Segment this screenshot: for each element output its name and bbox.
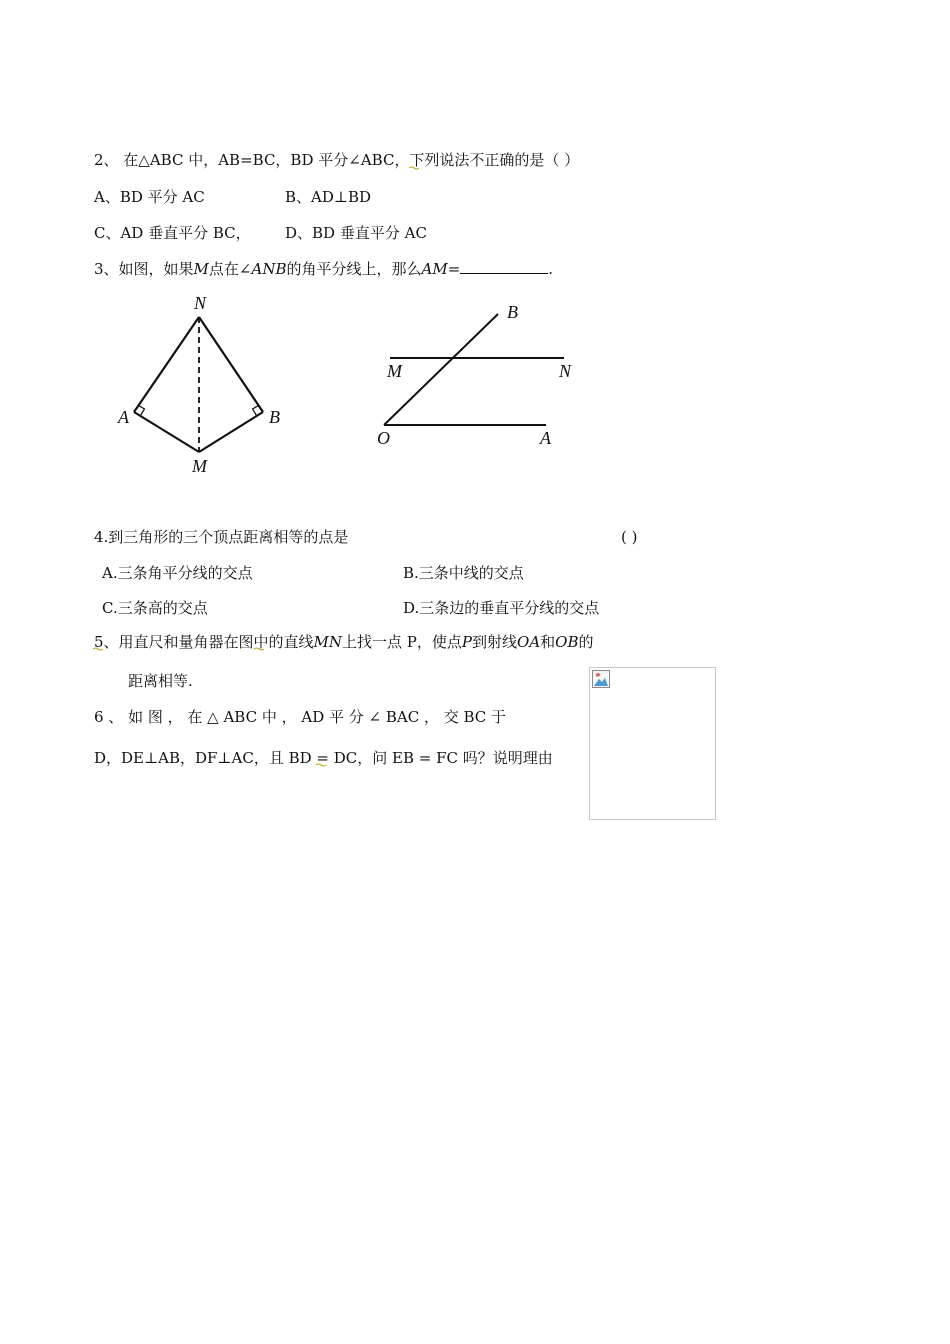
label-b: B [269,407,280,427]
label-m: M [192,456,207,476]
missing-figure-image [589,667,716,820]
q5-text: 上找一点 P，使点 [342,633,462,651]
q3-period: . [548,260,554,278]
segment-am [134,412,199,452]
q3-stem [94,259,553,279]
proofing-squiggle [93,647,103,651]
q3-var-am: AM [421,260,448,278]
q3-text: 3、如图，如果 [94,260,194,278]
q4-option-a: A.三条角平分线的交点 [102,564,253,582]
q4-answer-parens: ( ) [621,528,638,546]
q2-option-a: A、BD 平分 AC [94,188,205,206]
q5-var-mn: MN [313,633,343,651]
segment-bm [199,412,263,452]
q3-text: 的角平分线上，那么 [286,260,422,278]
segment-na [134,317,199,412]
q4-option-d: D.三条边的垂直平分线的交点 [403,599,600,617]
q5-text: 5、用直尺和量角器在图中的直线 [94,633,314,651]
label-a: A [118,407,129,427]
q2-option-d: D、BD 垂直平分 AC [285,224,427,242]
q3-var-m: M [193,260,209,278]
q4-option-b: B.三条中线的交点 [403,564,524,582]
label-n: N [559,361,572,381]
q6-line1: 6 、 如 图 ， 在 △ ABC 中 ， AD 平 分 ∠ BAC ， 交 BC 于 [94,708,507,726]
label-n: N [194,293,207,313]
q4-option-c: C.三条高的交点 [102,599,208,617]
q5-var-oa: OA [517,633,541,651]
label-o: O [377,428,390,448]
proofing-squiggle [316,763,326,767]
q5-line2: 距离相等. [128,672,193,690]
q3-equals: = [447,260,461,278]
q2-option-b: B、AD⊥BD [285,188,372,206]
q6-line2: D，DE⊥AB，DF⊥AC，且 BD = DC，问 EB = FC 吗？说明理由 [94,749,553,767]
label-b: B [507,302,518,322]
right-angle-mark-a [139,406,145,416]
label-a: A [540,428,551,448]
q4-stem: 4.到三角形的三个顶点距离相等的点是 [94,528,349,546]
proofing-squiggle [409,166,419,170]
q5-var-p: P [461,633,472,651]
q5-text: 的 [578,633,594,651]
figure-parallel-rays [370,295,590,455]
q3-var-anb: ANB [251,260,287,278]
q2-stem: 2、 在△ABC 中，AB=BC，BD 平分∠ABC，下列说法不正确的是（ ） [94,151,580,169]
q5-stem [94,632,594,652]
proofing-squiggle [254,647,264,651]
q3-text: 点在∠ [208,260,252,278]
segment-nb [199,317,263,412]
q5-text: 到射线 [472,633,518,651]
right-angle-mark-b [253,406,259,416]
q2-option-c: C、AD 垂直平分 BC， [94,224,251,242]
broken-image-icon [592,670,610,688]
figure-angle-bisector [110,290,300,480]
q5-var-ob: OB [555,633,579,651]
label-m: M [387,361,402,381]
q3-answer-blank[interactable] [460,259,548,274]
q5-text: 和 [540,633,556,651]
